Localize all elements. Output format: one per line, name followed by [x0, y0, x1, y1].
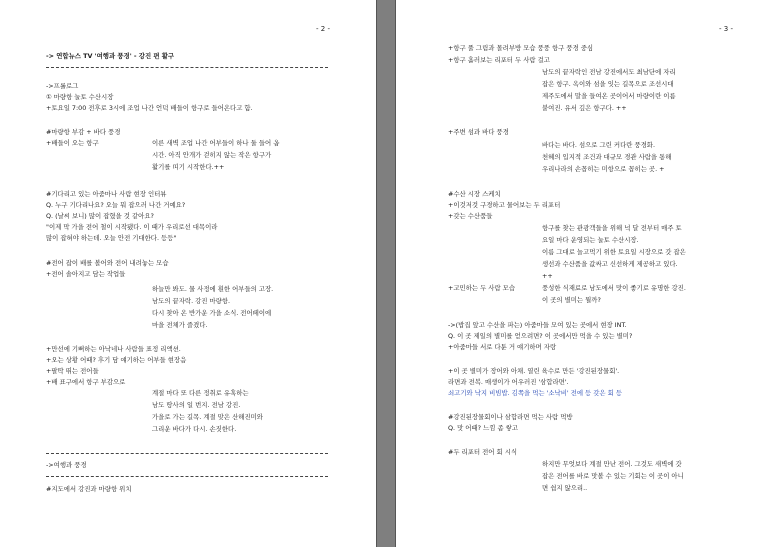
text-line: 많이 잡혀야 하는데. 오늘 안전 기대한다. 등등": [46, 234, 177, 242]
narration-line: 잡은 항구. 옥이와 섬을 잇는 길목으로 조선시대: [542, 80, 674, 88]
narration-line: 요일 마다 운영되는 눌토 수산시장.: [542, 236, 639, 244]
text-line: +이 곳 별미가 장어와 아채. 열린 육수로 만든 '강진된장물회'.: [448, 367, 620, 375]
section-heading: ->여행과 풍경: [46, 461, 87, 469]
text-line: +이것저것 구경하고 물어보는 두 리포터: [448, 201, 561, 209]
text-line: #지도에서 강진과 마량항 위치: [46, 485, 132, 493]
text-line: #강진된장물회이나 삼합라면 먹는 사람 먹방: [448, 413, 573, 421]
text-line: 쇠고기와 낙지 비빔밥. 김쪽을 먹는 '소낙비' 전에 등 갖은 회 등: [448, 389, 623, 397]
text-line: +주변 섬과 바다 풍경: [448, 128, 509, 136]
text-line: ① 마량항 눌토 수산시장: [46, 93, 114, 101]
text-line: +항구 풀 그림과 몰려부방 모습 풍풍 항구 풍경 중심: [448, 44, 594, 52]
narration-line: 천혜의 입지적 조건과 대규모 경관 사람을 통해: [542, 153, 672, 161]
narration-line: 항구를 찾는 관광객들을 위해 넉 달 전부터 매주 토: [542, 224, 682, 232]
narration-line: 이름 그대로 놀고먹기 위한 토요일 시장으로 갓 잡은: [542, 248, 686, 256]
text-line: "이제 막 가을 전어 철이 시작됐다. 이 때가 우리로선 대목이라: [46, 223, 218, 231]
text-line: +항구 흘러보는 리포터 두 사람 걸고: [448, 56, 550, 64]
text-line: #수산 시장 스케치: [448, 190, 501, 198]
narration-line: 바다는 바다. 섬으로 그린 커다란 풍경화.: [542, 141, 655, 149]
narration-line: 남도 땅사의 일 번지. 전남 강진.: [152, 401, 241, 409]
text-line: 라면과 전복. 매생이가 어우러진 '삼합라면'.: [448, 378, 569, 386]
narration-line: 남도의 끝자락. 강진 마량항.: [152, 297, 231, 305]
page-gutter: [376, 0, 396, 547]
narration-line: 하지만 무엇보다 계절 만난 전어. 그것도 새벽에 갓: [542, 460, 682, 468]
narration-line: 그리운 바다가 다시. 손짓한다.: [152, 425, 237, 433]
narration-line: 활기를 띠기 시작한다.++: [152, 163, 225, 171]
text-line: +고민하는 두 사람 모습: [448, 284, 516, 292]
page-number: - 3 -: [719, 25, 733, 33]
narration-line: 남도의 끝자락인 전남 강진에서도 최남단에 자리: [542, 68, 676, 76]
text-line: Q. 맛 어때? 느낌 좀 쌓고: [448, 424, 518, 432]
narration-line: 이른 새벽 조업 나간 어부들이 하나 둘 들어 옵: [152, 139, 280, 147]
narration-line: 면 쉽지 않으리..: [542, 484, 588, 492]
text-line: +전어 솔아지고 담는 작업들: [46, 270, 126, 278]
narration-line: 하늘만 봐도. 물 사정에 훤한 어부들의 고장.: [152, 285, 274, 293]
text-line: Q. (날씨 보니) 많이 잡혔을 것 같아요?: [46, 212, 154, 220]
text-line: +아줌마들 서로 다툰 거 얘기하며 자랑: [448, 343, 557, 351]
narration-line: 다시 찾아 온 반가운 가을 소식. 전어떼이에: [152, 309, 272, 317]
separator-line: [46, 67, 328, 68]
narration-line: 계절 마다 또 다른 정취로 유혹하는: [152, 389, 249, 397]
narration-line: 생선과 수산품을 값싸고 신선하게 제공하고 있다.: [542, 260, 678, 268]
narration-line: 시간. 아직 안개가 걷히지 않는 작은 항구가: [152, 151, 272, 159]
narration-line: 마을 전체가 즐겼다.: [152, 321, 208, 329]
text-line: #기다리고 있는 아줌마나 사람 현장 인터뷰: [46, 190, 167, 198]
narration-line: 잡은 전어를 바로 맛볼 수 있는 기회는 이 곳이 아니: [542, 472, 684, 480]
text-line: Q. 이 곳 제일의 별미를 얻으려면? 이 곳에서만 먹을 수 있는 별미?: [448, 332, 633, 340]
text-line: +팔딱 뛰는 전어들: [46, 367, 99, 375]
text-line: Q. 누구 기다리나요? 오늘 뭐 잡으러 나간 거예요?: [46, 201, 186, 209]
narration-line: ++: [542, 272, 553, 280]
separator-line: [46, 476, 328, 477]
document-page-3: [396, 0, 773, 547]
text-line: +갖는 수산품들: [448, 212, 493, 220]
narration-line: 이 곳의 별미는 뭘까?: [542, 296, 601, 304]
text-line: #전어 잡이 배를 볼어와 전어 내려놓는 모습: [46, 259, 169, 267]
narration-line: 붙여진. 유서 깊은 항구다. ++: [542, 104, 627, 112]
text-line: ->(밥집 앞고 수산을 파는) 아줌마들 모여 있는 곳에서 현장 INT.: [448, 321, 627, 329]
narration-line: 제주도에서 말을 들여온 곳이어서 마량이란 이름: [542, 92, 676, 100]
text-line: ->프롤로그: [46, 82, 79, 90]
document-title: -> 연합뉴스 TV '여행과 풍경' - 강진 편 활구: [46, 52, 175, 60]
text-line: +배 표구에서 항구 부감으로: [46, 378, 126, 386]
narration-line: 풍성한 식재료로 남도에서 맛이 좋기로 유명한 강진.: [542, 284, 686, 292]
text-line: #마량항 부감 + 바다 풍경: [46, 128, 121, 136]
separator-line: [46, 453, 328, 454]
text-line: +만선에 기뻐하는 아낙네나 사람들 표정 리액션.: [46, 345, 181, 353]
narration-line: 가을로 가는 길목. 계절 맞은 산해진미와: [152, 413, 263, 421]
page-number: - 2 -: [316, 25, 330, 33]
text-line: +오는 상황 어때? 후기 담 얘기하는 어부들 현장음: [46, 356, 187, 364]
narration-line: 우리나라의 손꼽히는 미항으로 꼽히는 곳. +: [542, 165, 665, 173]
text-line: #두 리포터 전어 회 시식: [448, 448, 518, 456]
text-line: +토요일 7:00 전후로 3시에 조업 나간 언덕 배들이 항구로 들어온다고 함.: [46, 104, 253, 112]
text-line: +배들이 오는 항구: [46, 139, 99, 147]
document-page-2: [0, 0, 376, 547]
